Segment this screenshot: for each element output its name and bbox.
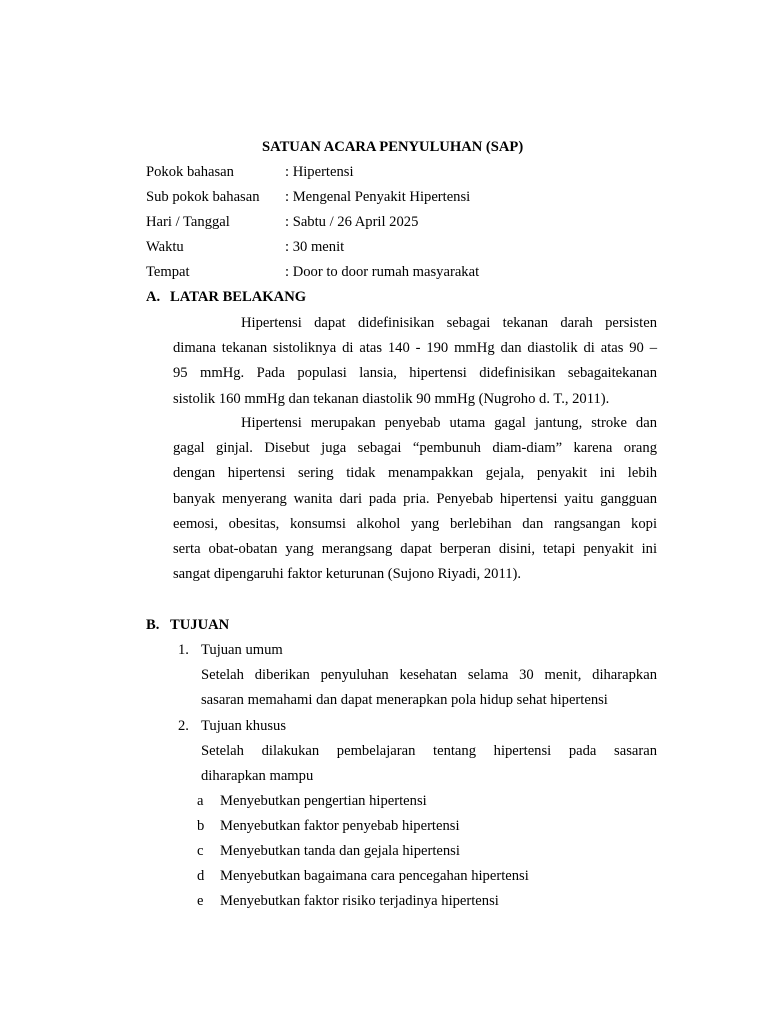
info-value-sub-pokok-bahasan: : Mengenal Penyakit Hipertensi — [285, 189, 471, 205]
info-label-hari-tanggal: Hari / Tanggal — [146, 214, 230, 230]
paragraph-line: 95 mmHg. Pada populasi lansia, hipertensi didefinisikan sebagaitekanan — [173, 365, 657, 382]
info-label-sub-pokok-bahasan: Sub pokok bahasan — [146, 189, 260, 205]
info-label-waktu: Waktu — [146, 239, 184, 255]
latar-belakang-paragraph-2 — [173, 414, 657, 590]
sub-item-text: Menyebutkan bagaimana cara pencegahan hipertensi — [220, 868, 529, 884]
sub-item-letter: b — [197, 818, 205, 834]
sub-item-letter: a — [197, 793, 204, 809]
paragraph-line: sasaran memahami dan dapat menerapkan pola hidup sehat hipertensi — [201, 692, 608, 709]
paragraph-line: dimana tekanan sistoliknya di atas 140 - 190 mmHg dan diastolik di atas 90 – — [173, 340, 657, 357]
paragraph-line: Hipertensi merupakan penyebab utama gagal jantung, stroke dan — [241, 415, 657, 431]
paragraph-line: sistolik 160 mmHg dan tekanan diastolik 90 mmHg (Nugroho d. T., 2011). — [173, 390, 610, 407]
section-a-heading — [146, 288, 306, 306]
sub-item-text: Menyebutkan pengertian hipertensi — [220, 793, 427, 809]
info-value-waktu: : 30 menit — [285, 239, 345, 255]
sub-item-letter: d — [197, 868, 205, 884]
info-label-tempat: Tempat — [146, 264, 190, 280]
paragraph-line: Setelah dilakukan pembelajaran tentang hipertensi pada sasaran — [201, 743, 657, 759]
section-b-title: TUJUAN — [170, 617, 230, 633]
sub-item-text: Menyebutkan faktor penyebab hipertensi — [220, 818, 460, 834]
paragraph-line: serta obat-obatan yang merangsang dapat berperan disini, tetapi penyakit ini — [173, 540, 657, 557]
paragraph-line: banyak menyerang wanita dari pada pria. Penyebab hipertensi yaitu gangguan — [173, 490, 657, 507]
paragraph-line: gagal ginjal. Disebut juga sebagai “pembunuh diam-diam” karena orang — [173, 440, 657, 457]
sub-item-text: Menyebutkan tanda dan gejala hipertensi — [220, 843, 460, 859]
section-a-number: A. — [146, 289, 161, 305]
latar-belakang-paragraph-1 — [173, 314, 657, 415]
info-label-pokok-bahasan: Pokok bahasan — [146, 164, 234, 180]
paragraph-line: sangat dipengaruhi faktor keturunan (Sujono Riyadi, 2011). — [173, 566, 522, 583]
info-value-tempat: : Door to door rumah masyarakat — [285, 264, 480, 280]
tujuan-umum-title: Tujuan umum — [201, 642, 283, 658]
section-b-heading — [146, 616, 229, 634]
tujuan-item-1-number: 1. — [178, 642, 189, 658]
paragraph-line: dengan hipertensi sering tidak menampakkan gejala, penyakit ini lebih — [173, 465, 657, 482]
tujuan-khusus-text — [201, 742, 657, 792]
sub-item-letter: c — [197, 843, 204, 859]
tujuan-umum-text — [201, 666, 657, 716]
section-a-title: LATAR BELAKANG — [170, 289, 307, 305]
paragraph-line: Setelah diberikan penyuluhan kesehatan selama 30 menit, diharapkan — [201, 667, 657, 683]
tujuan-khusus-title: Tujuan khusus — [201, 718, 287, 734]
info-value-pokok-bahasan: : Hipertensi — [285, 164, 354, 180]
info-value-hari-tanggal: : Sabtu / 26 April 2025 — [285, 214, 419, 230]
sub-item-letter: e — [197, 893, 204, 909]
tujuan-item-2-number: 2. — [178, 718, 189, 734]
document-title: SATUAN ACARA PENYULUHAN (SAP) — [262, 139, 524, 155]
section-b-number: B. — [146, 617, 160, 633]
paragraph-line: Hipertensi dapat didefinisikan sebagai tekanan darah persisten — [241, 315, 657, 331]
paragraph-line: eemosi, obesitas, konsumsi alkohol yang berlebihan dan rangsangan kopi — [173, 515, 657, 532]
sub-item-text: Menyebutkan faktor risiko terjadinya hipertensi — [220, 893, 499, 909]
paragraph-line: diharapkan mampu — [201, 768, 314, 785]
